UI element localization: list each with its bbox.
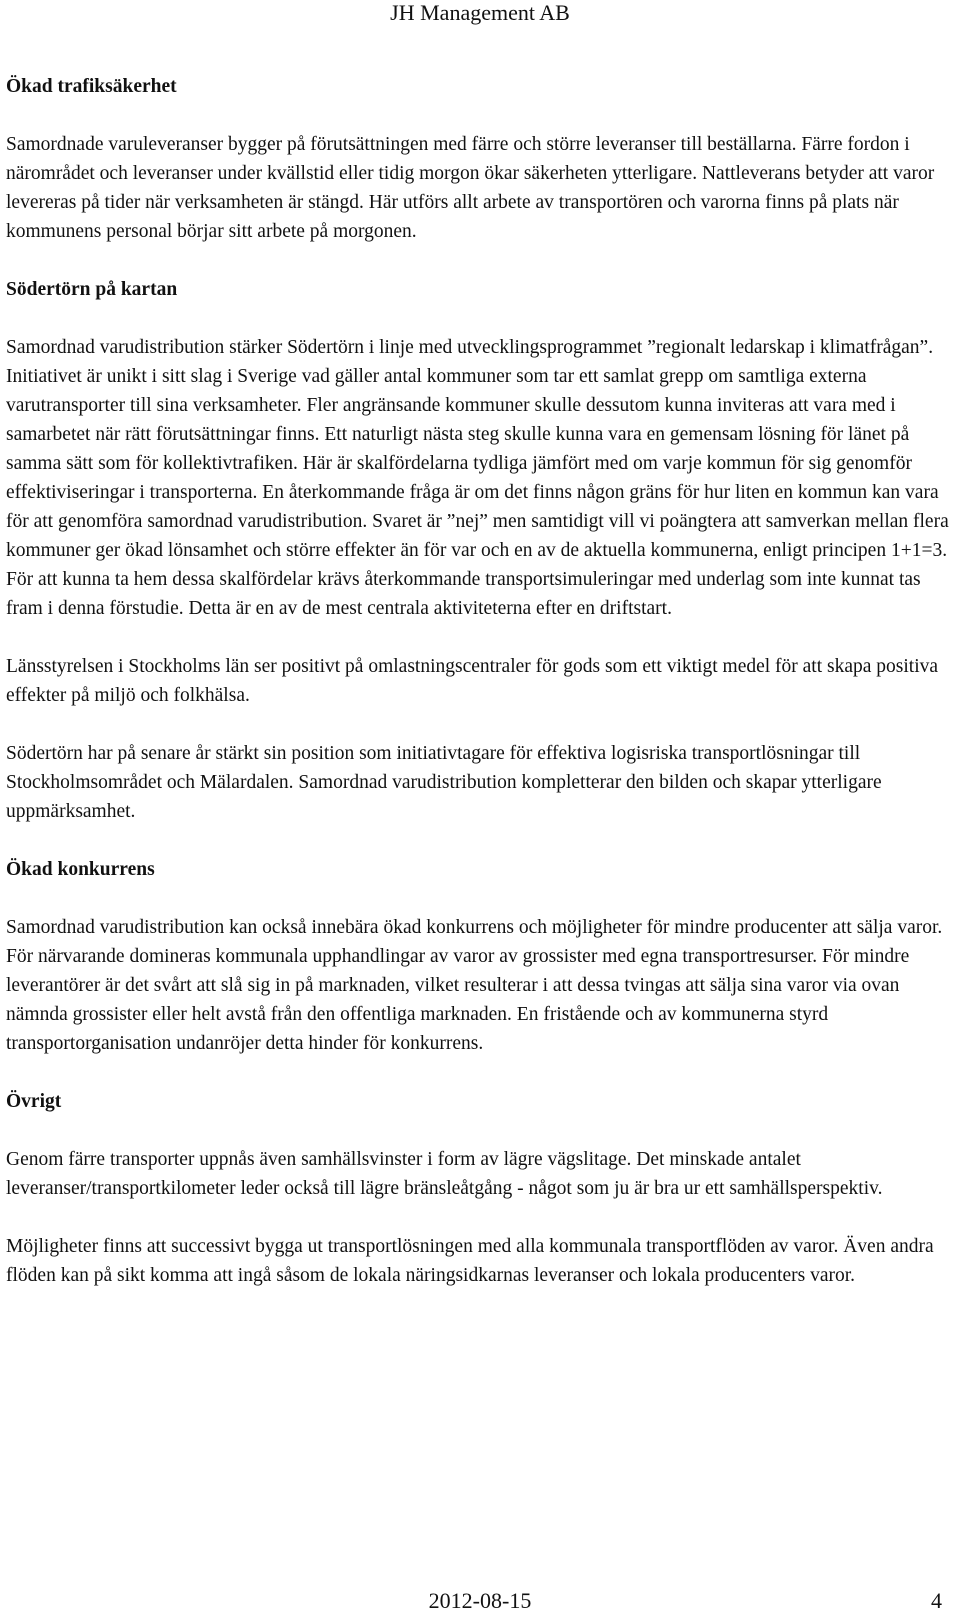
- page-number: 4: [931, 1588, 942, 1613]
- section-heading: Ökad konkurrens: [6, 859, 155, 880]
- document-body: [6, 72, 954, 1319]
- footer-date: 2012-08-15: [428, 1588, 532, 1613]
- section-heading: Södertörn på kartan: [6, 279, 178, 300]
- paragraph: Möjligheter finns att successivt bygga ut transportlösningen med alla kommunala transportflöden av varor. Även andra flöden kan på sikt komma att ingå såsom de lokala näringsidkarnas leveranser och lokala producenters varor.: [6, 1236, 934, 1286]
- section-heading: Ökad trafiksäkerhet: [6, 76, 177, 97]
- page-header: JH Management AB: [390, 0, 570, 25]
- paragraph: Samordnade varuleveranser bygger på förutsättningen med färre och större leveranser till beställarna. Färre fordon i närområdet och leveranser under kvällstid eller tidig morgon ökar säkerheten ytterligare. Nattleverans betyder att varor levereras på tider när verksamheten är stängd. Här utförs allt arbete av transportören och varorna finns på plats när kommunens personal börjar sitt arbete på morgonen.: [6, 134, 935, 242]
- section-other: [6, 1087, 954, 1290]
- paragraph: Södertörn har på senare år stärkt sin position som initiativtagare för effektiva logisriska transportlösningar till Stockholmsområdet och Mälardalen. Samordnad varudistribution kompletterar den bilden och skapar ytterligare uppmärksamhet.: [6, 743, 882, 822]
- paragraph: Genom färre transporter uppnås även samhällsvinster i form av lägre vägslitage. Det minskade antalet leveranser/transportkilometer leder också till lägre bränsleåtgång - något som ju är bra ur ett samhällsperspektiv.: [6, 1149, 883, 1199]
- paragraph: Samordnad varudistribution kan också innebära ökad konkurrens och möjligheter för mindre producenter att sälja varor. För närvarande domineras kommunala upphandlingar av varor av grossister med egna transportresurser. För mindre leverantörer är det svårt att slå sig in på marknaden, vilket resulterar i att dessa tvingas att sälja sina varor via ovan nämnda grossister eller helt avstå från den offentliga marknaden. En fristående och av kommunerna styrd transportorganisation undanröjer detta hinder för konkurrens.: [6, 917, 943, 1054]
- section-heading: Övrigt: [6, 1091, 62, 1112]
- paragraph: Länsstyrelsen i Stockholms län ser positivt på omlastningscentraler för gods som ett viktigt medel för att skapa positiva effekter på miljö och folkhälsa.: [6, 656, 939, 706]
- paragraph: Samordnad varudistribution stärker Södertörn i linje med utvecklingsprogrammet ”regionalt ledarskap i klimatfrågan”. Initiativet är unikt i sitt slag i Sverige vad gäller antal kommuner som tar ett samlat grepp om samtliga externa varutransporter till sina verksamheter. Fler angränsande kommuner skulle dessutom kunna inviteras att vara med i samarbetet när rätt förutsättningar finns. Ett naturligt nästa steg skulle kunna vara en gemensam lösning för länet på samma sätt som för kollektivtrafiken. Här är skalfördelarna tydliga jämfört med om varje kommun för sig genomför effektiviseringar i transporterna. En återkommande fråga är om det finns någon gräns för hur liten en kommun kan vara för att genomföra samordnad varudistribution. Svaret är ”nej” men samtidigt vill vi poängtera att samverkan mellan flera kommuner ger ökad lönsamhet och större effekter än för var och en av de aktuella kommunerna, enligt principen 1+1=3. För att kunna ta hem dessa skalfördelar krävs återkommande transportsimuleringar med underlag som inte kunnat tas fram i denna förstudie. Detta är en av de mest centrala aktiviteterna efter en driftstart.: [6, 337, 949, 619]
- section-sodertorn-map: [6, 275, 954, 826]
- section-traffic-safety: [6, 72, 954, 246]
- section-competition: [6, 855, 954, 1058]
